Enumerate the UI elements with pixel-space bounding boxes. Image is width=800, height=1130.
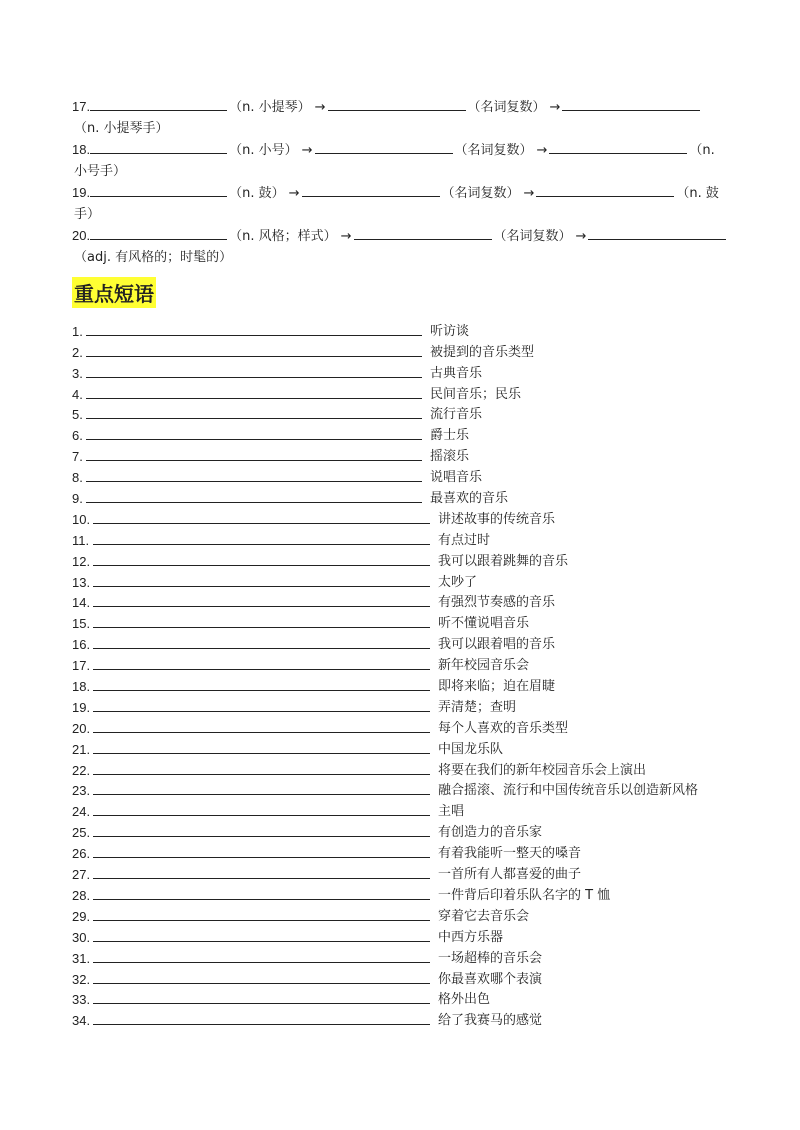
phrase-meaning: 古典音乐 xyxy=(430,365,483,381)
phrase-meaning: 有强烈节奏感的音乐 xyxy=(438,595,556,611)
phrase-item xyxy=(72,715,732,736)
phrase-meaning: 一件背后印着乐队名字的 T 恤 xyxy=(438,887,611,903)
phrase-number: 15. xyxy=(72,616,91,632)
vocab-hint-continued: （adj. 有风格的；时髦的） xyxy=(74,250,233,265)
phrase-answer-blank[interactable] xyxy=(93,780,430,795)
phrase-meaning: 即将来临；迫在眉睫 xyxy=(438,679,556,695)
phrase-meaning: 有点过时 xyxy=(438,532,491,548)
phrase-item xyxy=(72,903,732,924)
phrase-answer-blank[interactable] xyxy=(86,342,422,357)
answer-blank[interactable] xyxy=(328,98,466,111)
vocab-hint: （n. xyxy=(689,143,715,158)
phrase-meaning: 每个人喜欢的音乐类型 xyxy=(438,720,569,736)
worksheet-page xyxy=(72,96,732,1028)
phrase-answer-blank[interactable] xyxy=(93,801,430,816)
phrase-answer-blank[interactable] xyxy=(93,509,430,524)
vocab-hint: （n. 风格；样式） xyxy=(229,229,337,244)
phrase-answer-blank[interactable] xyxy=(93,969,430,984)
phrase-item xyxy=(72,590,732,611)
vocab-hint: （名词复数） xyxy=(454,143,533,158)
phrase-item xyxy=(72,381,732,402)
phrase-item xyxy=(72,464,732,485)
phrase-answer-blank[interactable] xyxy=(93,530,430,545)
vocab-number: 19. xyxy=(72,185,91,200)
answer-blank[interactable] xyxy=(90,184,227,197)
phrase-item xyxy=(72,987,732,1008)
phrase-meaning: 中西方乐器 xyxy=(438,929,504,945)
phrase-meaning: 有创造力的音乐家 xyxy=(438,825,543,841)
phrase-number: 32. xyxy=(72,971,91,987)
phrase-meaning: 主唱 xyxy=(438,804,465,820)
phrase-number: 34. xyxy=(72,1013,91,1029)
vocab-item-20 xyxy=(72,225,732,268)
phrase-item xyxy=(72,422,732,443)
phrase-number: 21. xyxy=(72,741,91,757)
phrase-item xyxy=(72,443,732,464)
arrow-icon: → xyxy=(314,100,326,115)
phrase-meaning: 一首所有人都喜爱的曲子 xyxy=(438,867,582,883)
phrase-item xyxy=(72,966,732,987)
phrase-list xyxy=(72,318,732,1028)
vocab-hint: （n. 鼓 xyxy=(676,186,719,201)
phrase-number: 16. xyxy=(72,637,91,653)
phrase-meaning: 说唱音乐 xyxy=(430,470,483,486)
phrase-number: 2. xyxy=(72,344,83,360)
phrase-meaning: 有着我能听一整天的嗓音 xyxy=(438,846,582,862)
phrase-meaning: 中国龙乐队 xyxy=(438,741,504,757)
phrase-answer-blank[interactable] xyxy=(93,885,430,900)
phrase-answer-blank[interactable] xyxy=(86,446,422,461)
phrase-meaning: 我可以跟着唱的音乐 xyxy=(438,637,556,653)
vocab-hint-continued: 手） xyxy=(74,207,101,222)
section-title: 重点短语 xyxy=(72,277,156,308)
phrase-answer-blank[interactable] xyxy=(93,864,430,879)
phrase-item xyxy=(72,945,732,966)
vocab-number: 18. xyxy=(72,142,91,157)
phrase-answer-blank[interactable] xyxy=(93,634,430,649)
phrase-answer-blank[interactable] xyxy=(86,488,422,503)
arrow-icon: → xyxy=(340,229,352,244)
arrow-icon: → xyxy=(288,186,300,201)
answer-blank[interactable] xyxy=(90,98,227,111)
phrase-meaning: 新年校园音乐会 xyxy=(438,658,530,674)
phrase-number: 30. xyxy=(72,929,91,945)
arrow-icon: → xyxy=(301,143,313,158)
answer-blank[interactable] xyxy=(536,184,674,197)
phrase-number: 13. xyxy=(72,574,91,590)
phrase-item xyxy=(72,485,732,506)
phrase-meaning: 流行音乐 xyxy=(430,407,483,423)
phrase-item xyxy=(72,527,732,548)
phrase-number: 24. xyxy=(72,804,91,820)
phrase-item xyxy=(72,673,732,694)
phrase-item xyxy=(72,652,732,673)
phrase-answer-blank[interactable] xyxy=(93,906,430,921)
phrase-answer-blank[interactable] xyxy=(93,843,430,858)
phrase-item xyxy=(72,360,732,381)
phrase-number: 23. xyxy=(72,783,91,799)
phrase-number: 5. xyxy=(72,407,83,423)
arrow-icon: → xyxy=(575,229,587,244)
phrase-number: 6. xyxy=(72,428,83,444)
answer-blank[interactable] xyxy=(90,141,227,154)
phrase-meaning: 爵士乐 xyxy=(430,428,470,444)
phrase-item xyxy=(72,778,732,799)
phrase-meaning: 一场超棒的音乐会 xyxy=(438,950,543,966)
phrase-number: 22. xyxy=(72,762,91,778)
phrase-meaning: 融合摇滚、流行和中国传统音乐以创造新风格 xyxy=(438,783,699,799)
phrase-answer-blank[interactable] xyxy=(93,822,430,837)
phrase-meaning: 弄清楚；查明 xyxy=(438,699,517,715)
phrase-meaning: 你最喜欢哪个表演 xyxy=(438,971,543,987)
phrase-number: 4. xyxy=(72,386,83,402)
phrase-meaning: 讲述故事的传统音乐 xyxy=(438,511,556,527)
phrase-answer-blank[interactable] xyxy=(93,739,430,754)
phrase-number: 29. xyxy=(72,908,91,924)
phrase-number: 3. xyxy=(72,365,83,381)
phrase-meaning: 听不懂说唱音乐 xyxy=(438,616,530,632)
phrase-answer-blank[interactable] xyxy=(93,718,430,733)
phrase-answer-blank[interactable] xyxy=(86,321,422,336)
phrase-meaning: 将要在我们的新年校园音乐会上演出 xyxy=(438,762,647,778)
phrase-meaning: 给了我赛马的感觉 xyxy=(438,1013,543,1029)
phrase-item xyxy=(72,506,732,527)
phrase-answer-blank[interactable] xyxy=(93,989,430,1004)
phrase-meaning: 听访谈 xyxy=(430,323,470,339)
phrase-number: 11. xyxy=(72,532,90,548)
phrase-item xyxy=(72,402,732,423)
answer-blank[interactable] xyxy=(90,227,227,240)
phrase-answer-blank[interactable] xyxy=(93,655,430,670)
phrase-number: 33. xyxy=(72,992,91,1008)
arrow-icon: → xyxy=(536,143,548,158)
phrase-meaning: 被提到的音乐类型 xyxy=(430,344,535,360)
phrase-item xyxy=(72,840,732,861)
phrase-answer-blank[interactable] xyxy=(93,551,430,566)
phrase-number: 14. xyxy=(72,595,91,611)
phrase-item xyxy=(72,339,732,360)
phrase-item xyxy=(72,819,732,840)
phrase-number: 1. xyxy=(72,323,83,339)
phrase-number: 9. xyxy=(72,491,83,507)
phrase-meaning: 最喜欢的音乐 xyxy=(430,491,509,507)
phrase-item xyxy=(72,924,732,945)
phrase-answer-blank[interactable] xyxy=(86,363,422,378)
phrase-number: 26. xyxy=(72,846,91,862)
answer-blank[interactable] xyxy=(562,98,700,111)
phrase-number: 12. xyxy=(72,553,91,569)
phrase-answer-blank[interactable] xyxy=(93,613,430,628)
phrase-answer-blank[interactable] xyxy=(86,404,422,419)
phrase-meaning: 穿着它去音乐会 xyxy=(438,908,530,924)
vocab-hint: （名词复数） xyxy=(467,100,546,115)
phrase-item xyxy=(72,798,732,819)
arrow-icon: → xyxy=(523,186,535,201)
vocab-hint-continued: 小号手） xyxy=(74,164,127,179)
section-heading-wrapper xyxy=(72,268,732,318)
vocab-number: 20. xyxy=(72,228,91,243)
arrow-icon: → xyxy=(549,100,561,115)
phrase-item xyxy=(72,757,732,778)
phrase-meaning: 太吵了 xyxy=(438,574,478,590)
phrase-number: 7. xyxy=(72,449,83,465)
phrase-number: 18. xyxy=(72,679,91,695)
vocab-item-17 xyxy=(72,96,732,139)
phrase-answer-blank[interactable] xyxy=(93,697,430,712)
phrase-answer-blank[interactable] xyxy=(93,676,430,691)
phrase-item xyxy=(72,694,732,715)
phrase-number: 8. xyxy=(72,470,83,486)
phrase-answer-blank[interactable] xyxy=(93,760,430,775)
phrase-answer-blank[interactable] xyxy=(86,467,422,482)
phrase-meaning: 我可以跟着跳舞的音乐 xyxy=(438,553,569,569)
phrase-item xyxy=(72,610,732,631)
phrase-meaning: 民间音乐；民乐 xyxy=(430,386,522,402)
vocab-hint: （n. 小号） xyxy=(229,143,298,158)
phrase-item xyxy=(72,318,732,339)
phrase-answer-blank[interactable] xyxy=(93,1010,430,1025)
vocab-hint: （名词复数） xyxy=(493,229,572,244)
answer-blank[interactable] xyxy=(302,184,440,197)
vocab-item-18 xyxy=(72,139,732,182)
vocab-hint: （名词复数） xyxy=(441,186,520,201)
phrase-number: 25. xyxy=(72,825,91,841)
phrase-item xyxy=(72,882,732,903)
phrase-meaning: 摇滚乐 xyxy=(430,449,470,465)
phrase-number: 17. xyxy=(72,658,91,674)
phrase-number: 19. xyxy=(72,699,91,715)
phrase-item xyxy=(72,548,732,569)
phrase-answer-blank[interactable] xyxy=(93,948,430,963)
phrase-item xyxy=(72,736,732,757)
phrase-item xyxy=(72,1007,732,1028)
phrase-answer-blank[interactable] xyxy=(86,384,422,399)
phrase-item xyxy=(72,861,732,882)
answer-blank[interactable] xyxy=(549,141,687,154)
answer-blank[interactable] xyxy=(315,141,453,154)
phrase-answer-blank[interactable] xyxy=(86,425,422,440)
phrase-number: 31. xyxy=(72,950,91,966)
phrase-item xyxy=(72,569,732,590)
answer-blank[interactable] xyxy=(588,227,726,240)
phrase-answer-blank[interactable] xyxy=(93,572,430,587)
phrase-number: 20. xyxy=(72,720,91,736)
vocab-number: 17. xyxy=(72,99,91,114)
vocab-item-19 xyxy=(72,182,732,225)
vocab-hint: （n. 小提琴） xyxy=(229,100,311,115)
phrase-number: 27. xyxy=(72,867,91,883)
phrase-answer-blank[interactable] xyxy=(93,927,430,942)
phrase-meaning: 格外出色 xyxy=(438,992,491,1008)
phrase-item xyxy=(72,631,732,652)
vocab-hint: （n. 鼓） xyxy=(229,186,285,201)
phrase-number: 10. xyxy=(72,511,91,527)
phrase-number: 28. xyxy=(72,887,91,903)
vocab-hint-continued: （n. 小提琴手） xyxy=(74,121,169,136)
answer-blank[interactable] xyxy=(354,227,492,240)
phrase-answer-blank[interactable] xyxy=(93,592,430,607)
